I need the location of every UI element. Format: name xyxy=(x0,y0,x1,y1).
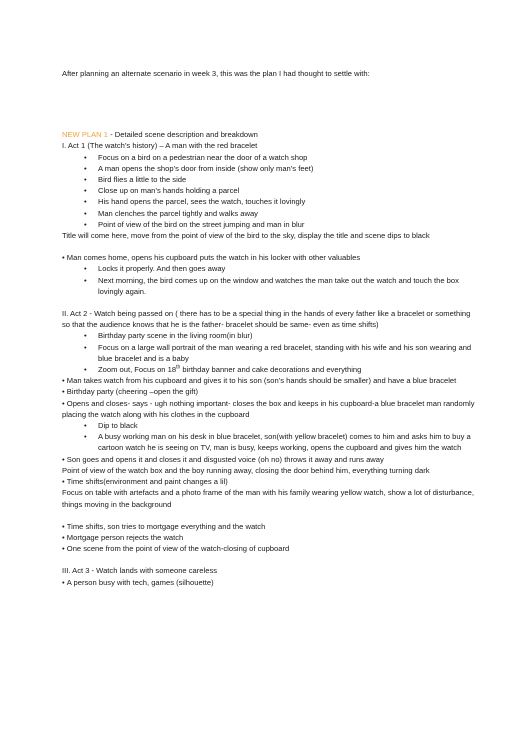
act2-bullet-list-b xyxy=(62,420,476,454)
list-item: • Next morning, the bird comes up on the window and watches the man take out the watch and touch the box lovingly again. xyxy=(98,275,476,297)
list-item: • His hand opens the parcel, sees the watch, touches it lovingly xyxy=(98,196,476,207)
plan-subtitle: - Detailed scene description and breakdown xyxy=(108,130,258,140)
list-item: • Bird flies a little to the side xyxy=(98,174,476,185)
act2-line: • Opens and closes- says - ugh nothing important- closes the box and keeps in his cupboard-a blue bracelet man randomly placing the watch along with his clothes in the cupboard xyxy=(62,398,476,420)
list-item: • Close up on man’s hands holding a parcel xyxy=(98,185,476,196)
act3-line: • A person busy with tech, games (silhouette) xyxy=(62,577,476,588)
act2-line: • Man takes watch from his cupboard and gives it to his son (son’s hands should be smaller) and have a blue bracelet xyxy=(62,375,476,386)
act2-time-line: • Time shifts(environment and paint changes a lil) xyxy=(62,476,476,487)
plan-heading xyxy=(62,129,476,140)
act1-bullet-list xyxy=(62,152,476,230)
act2-bullet-list-a xyxy=(62,330,476,375)
act1-heading: I. Act 1 (The watch’s history) – A man with the red bracelet xyxy=(62,141,258,151)
spacer xyxy=(62,554,476,565)
plan-label: NEW PLAN 1 xyxy=(62,130,108,140)
list-item: • Birthday party scene in the living room(in blur) xyxy=(98,330,476,341)
spacer xyxy=(62,510,476,521)
list-item: • Focus on a large wall portrait of the man wearing a red bracelet, standing with his wife and his son wearing and blue bracelet and is a baby xyxy=(98,342,476,364)
list-item: • Man clenches the parcel tightly and walks away xyxy=(98,208,476,219)
intro-text: After planning an alternate scenario in week 3, this was the plan I had thought to settle with: xyxy=(62,69,370,78)
act2-line: • Birthday party (cheering –open the gift) xyxy=(62,386,476,397)
act2-son-line: • Son goes and opens it and closes it and disgusted voice (oh no) throws it away and runs away xyxy=(62,454,476,465)
title-note: Title will come here, move from the point of view of the bird to the sky, display the title and scene dips to black xyxy=(62,231,430,241)
list-item: • Focus on a bird on a pedestrian near the door of a watch shop xyxy=(98,152,476,163)
act2-focus-note: Focus on table with artefacts and a photo frame of the man with his family wearing yellow watch, show a lot of disturbance, things moving in the background xyxy=(62,488,474,509)
act2-line: • Mortgage person rejects the watch xyxy=(62,532,476,543)
list-item: • A busy working man on his desk in blue bracelet, son(with yellow bracelet) comes to him and asks him to buy a cartoon watch he is seeing on TV, man is busy, keeps working, opens the cupboard and gives him the watch xyxy=(98,431,476,453)
spacer xyxy=(62,297,476,308)
act1-home-line: • Man comes home, opens his cupboard puts the watch in his locker with other valuables xyxy=(62,252,476,263)
list-item: • Point of view of the bird on the street jumping and man in blur xyxy=(98,219,476,230)
ordinal-suffix: th xyxy=(176,364,181,371)
act3-heading: III. Act 3 - Watch lands with someone careless xyxy=(62,566,218,576)
list-item: • Locks it properly. And then goes away xyxy=(98,263,476,274)
list-item: • A man opens the shop’s door from inside (show only man’s feet) xyxy=(98,163,476,174)
act1-home-list xyxy=(62,263,476,297)
act2-line: • One scene from the point of view of the watch-closing of cupboard xyxy=(62,543,476,554)
list-item: • Dip to black xyxy=(98,420,476,431)
zoom-text: Zoom out, Focus on 18 xyxy=(98,365,177,375)
list-item xyxy=(98,364,476,375)
act2-pov-note: Point of view of the watch box and the boy running away, closing the door behind him, everything turning dark xyxy=(62,465,430,475)
zoom-text-rest: birthday banner and cake decorations and everything xyxy=(180,365,362,375)
act2-line: • Time shifts, son tries to mortgage everything and the watch xyxy=(62,521,476,532)
act2-heading: II. Act 2 - Watch being passed on ( there has to be a special thing in the hands of every father like a bracelet or something so that the audience knows that he is the father- bracelet should be same- even as time shifts) xyxy=(62,309,471,330)
spacer xyxy=(62,241,476,252)
